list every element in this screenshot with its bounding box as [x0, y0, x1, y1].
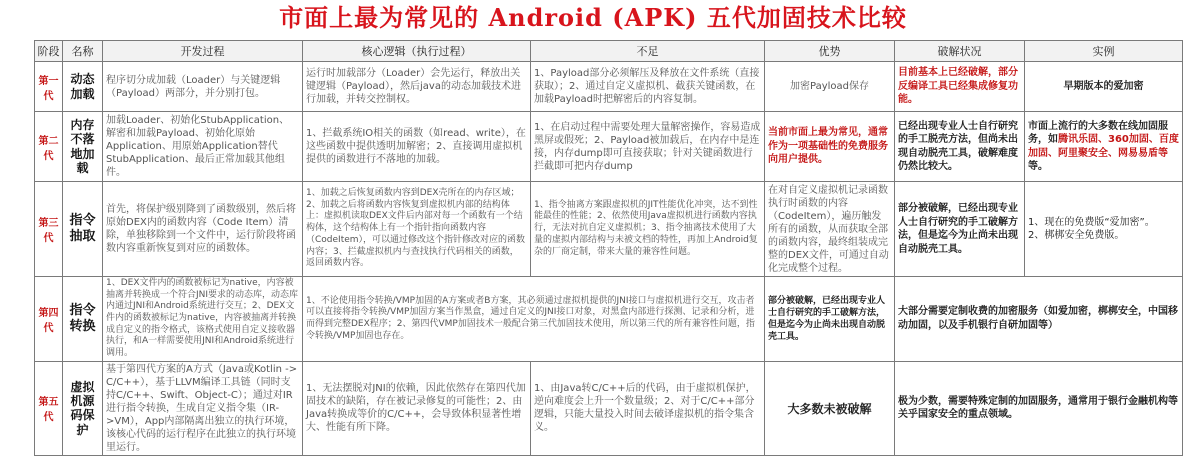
advantage-cell: 加密Payload保存 [765, 62, 895, 112]
table-row [35, 62, 1183, 112]
example-cell [1025, 62, 1183, 112]
table-row [35, 182, 1183, 277]
shortcoming-cell: 1、Payload部分必须解压及释放在文件系统（直接获取）；2、通过自定义虚拟机、截获关键函数，在加载Payload时把解密后的内容复制。 [531, 62, 765, 112]
crack-cell: 目前基本上已经破解，部分反编译工具已经集成修复功能。 [895, 62, 1025, 112]
stage-cell: 第二代 [35, 112, 63, 182]
dev-cell: 加载Loader、初始化StubApplication、解密和加载Payload、初始化原始Application、用原始Application替代StubApplication、最后正常加载其他组件。 [103, 112, 303, 182]
example-line: 市面上流行的大多数在线加固服务，如 [1028, 120, 1168, 145]
core-cell: 1、不论使用指令转换/VMP加固的A方案或者B方案，其必须通过虚拟机提供的JNI接口与虚拟机进行交互，攻击者可以直接将指令转换/VMP加固方案当作黑盒，通过自定义的JNI接口对象，对黑盒内部进行探测、记录和分析，进而得到完整DEX程序；2、第四代VMP加固技术一般配合第三代加固技术使用，所以第三代的所有兼容性问题，指令转换/VMP加固也存在。 [303, 277, 765, 362]
example-line: 1、现在的免费版“爱加密”。 [1028, 216, 1155, 228]
example-line: 早期版本的爱加密 [1063, 80, 1144, 92]
core-cell: 1、无法摆脱对JNI的依赖，因此依然存在第四代加固技术的缺陷，存在被记录修复的可能性；2、由Java转换成等价的C/C++，会导致体积显著性增大、性能有所下降。 [303, 361, 531, 455]
advantage-cell: 当前市面上最为常见，通常作为一项基础性的免费服务向用户提供。 [765, 112, 895, 182]
stage-cell: 第三代 [35, 182, 63, 277]
shortcoming-cell: 1、在启动过程中需要处理大量解密操作，容易造成黑屏或假死；2、Payload被加载后，在内存中是连接，内存dump即可直接获取；针对关键函数进行拦截即可把内存dump [531, 112, 765, 182]
dev-cell: 基于第四代方案的A方式（Java或Kotlin -> C/C++），基于LLVM编译工具链（同时支持C/C++、Swift、Object-C）；通过对IR进行指令转换，生成自定义指令集（IR->VM），App内部隔离出独立的执行环境，该核心代码的运行程序在此独立的执行环境里运行。 [103, 361, 303, 455]
table-row [35, 112, 1183, 182]
header-core: 核心逻辑（执行过程） [303, 41, 531, 62]
stage-cell: 第五代 [35, 361, 63, 455]
dev-cell: 首先，将保护级别降到了函数级别，然后将原始DEX内的函数内容（Code Item）清除，单独移除到一个文件中，运行阶段将函数内容重新恢复到对应的函数体。 [103, 182, 303, 277]
header-stage: 阶段 [35, 41, 63, 62]
core-cell: 1、拦截系统IO相关的函数（如read、write），在这些函数中提供透明加解密；2、直接调用虚拟机提供的函数进行不落地的加载。 [303, 112, 531, 182]
core-cell: 1、加载之后恢复函数内容到DEX壳所在的内存区域；2、加载之后将函数内容恢复到虚拟机内部的结构体上：虚拟机读取DEX文件后内部对每一个函数有一个结构体，这个结构体上有一个指针指向函数内容（CodeItem），可以通过修改这个指针修改对应的函数内容；3、拦截虚拟机内与查找执行代码相关的函数，返回函数内容。 [303, 182, 531, 277]
header-name: 名称 [63, 41, 103, 62]
example-line: 大部分需要定制收费的加密服务（如爱加密，梆梆安全，中国移动加固，以及手机银行自研加固等） [898, 306, 1178, 331]
header-row [35, 41, 1183, 62]
crack-cell: 已经出现专业人士自行研究的手工脱壳方法，但尚未出现自动脱壳工具，破解难度仍然比较大。 [895, 112, 1025, 182]
header-shortcoming: 不足 [531, 41, 765, 62]
header-crack: 破解状况 [895, 41, 1025, 62]
name-cell: 虚拟机源码保护 [63, 361, 103, 455]
shortcoming-cell: 1、指令抽离方案跟虚拟机的JIT性能优化冲突，达不到性能最佳的性能；2、依然使用Java虚拟机进行函数内容执行，无法对抗自定义虚拟机；3、指令抽离技术使用了大量的虚拟内部结构与未被文档的特性，再加上Android复杂的厂商定制，带来大量的兼容性问题。 [531, 182, 765, 277]
header-dev: 开发过程 [103, 41, 303, 62]
example-line: 等。 [1028, 161, 1048, 172]
example-highlight: 腾讯乐固、360加固、百度加固、阿里聚安全、网易易盾等 [1028, 134, 1179, 159]
core-cell: 运行时加载部分（Loader）会先运行，释放出关键逻辑（Payload），然后java的动态加载技术进行加载，并转交控制权。 [303, 62, 531, 112]
table-row [35, 277, 1183, 362]
crack-cell: 部分被破解，已经出现专业人士自行研究的手工破解方法，但是迄今为止尚未出现自动脱壳工具。 [765, 277, 895, 362]
advantage-cell: 大多数未被破解 [765, 361, 895, 455]
example-cell [895, 277, 1183, 362]
example-cell [1025, 112, 1183, 182]
name-cell: 指令抽取 [63, 182, 103, 277]
comparison-table [34, 40, 1183, 456]
example-line: 2、梆梆安全免费版。 [1028, 230, 1125, 241]
table-row [35, 361, 1183, 455]
name-cell: 动态加载 [63, 62, 103, 112]
page-title: 市面上最为常见的 Android (APK) 五代加固技术比较 [279, 3, 907, 32]
name-cell: 指令转换 [63, 277, 103, 362]
crack-cell: 部分被破解，已经出现专业人士自行研究的手工破解方法，但是迄今为止尚未出现自动脱壳工具。 [895, 182, 1025, 277]
dev-cell: 1、DEX文件内的函数被标记为native，内容被抽离并转换成一个符合JNI要求的动态库，动态库内通过JNI和Android系统进行交互；2、DEX文件内的函数被标记为native，内容被抽离并转换成自定义的指令格式，该格式使用自定义接收器执行，和A一样需要使用JNI和Android系统进行调用。 [103, 277, 303, 362]
header-example: 实例 [1025, 41, 1183, 62]
advantage-cell: 在对自定义虚拟机记录函数执行时函数的内容（CodeItem），遍历触发所有的函数，从而获取全部的函数内容，最终组装成完整的DEX文件，可通过自动化完成整个过程。 [765, 182, 895, 277]
shortcoming-cell: 1、由Java转C/C++后的代码，由于虚拟机保护，逆向难度会上升一个数量级；2、对于C/C++部分逻辑，只能大量投入时间去破译虚拟机的指令集含义。 [531, 361, 765, 455]
stage-cell: 第一代 [35, 62, 63, 112]
dev-cell: 程序切分成加载（Loader）与关键逻辑（Payload）两部分，并分别打包。 [103, 62, 303, 112]
crack-cell: 极为少数，需要特殊定制的加固服务，通常用于银行金融机构等关乎国家安全的重点领域。 [895, 361, 1183, 455]
example-cell [1025, 182, 1183, 277]
name-cell: 内存不落地加载 [63, 112, 103, 182]
stage-cell: 第四代 [35, 277, 63, 362]
header-advantage: 优势 [765, 41, 895, 62]
